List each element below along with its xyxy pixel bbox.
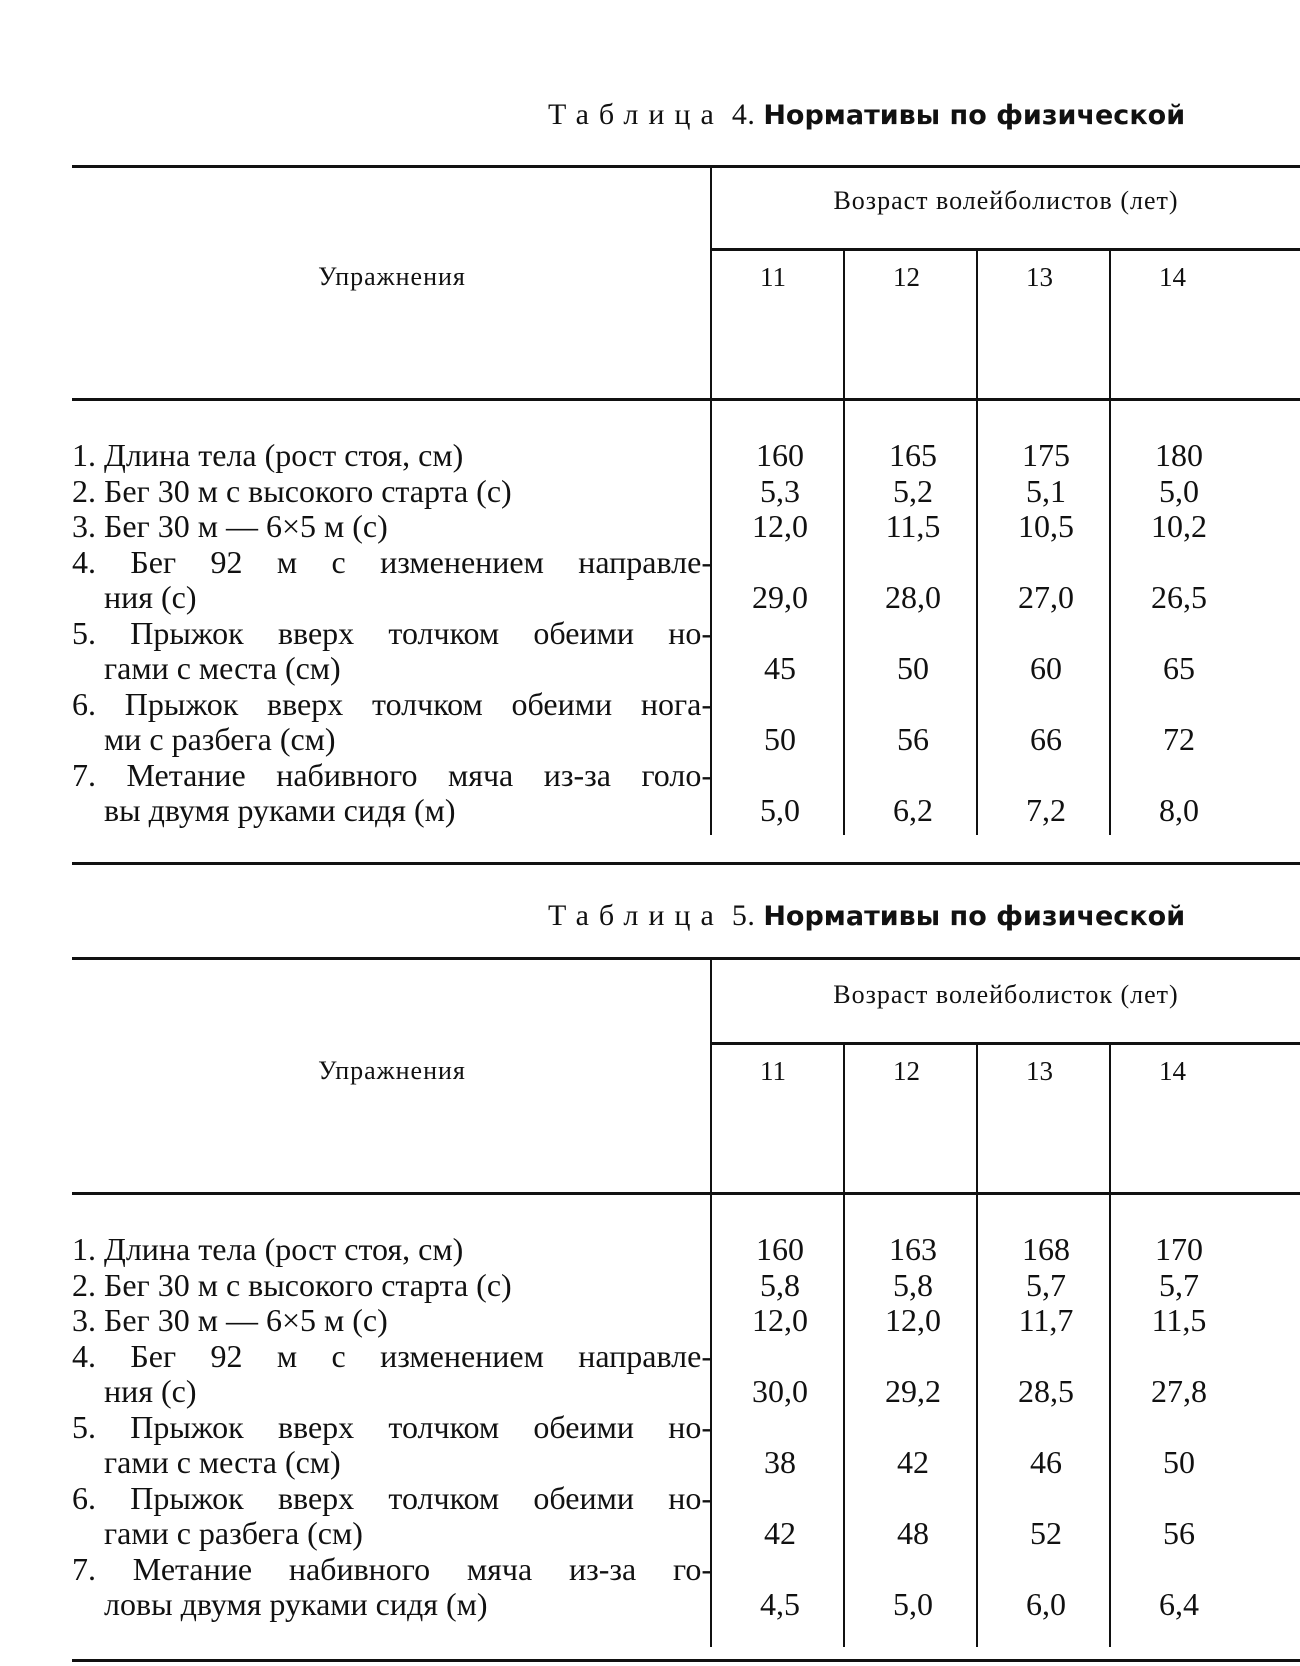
value-cell: 5,8 <box>893 1266 933 1303</box>
age-column-header: 13 <box>1026 262 1053 292</box>
value-cell: 160 <box>756 1231 804 1267</box>
value-cell: 170 <box>1155 1231 1203 1267</box>
column-divider <box>843 250 845 835</box>
value-cell: 52 <box>1030 1515 1062 1551</box>
value-cell: 11,7 <box>1018 1302 1074 1338</box>
caption-label: Таблица <box>548 98 724 131</box>
exercise-line: гами с места (см) <box>104 649 341 686</box>
value-cell: 50 <box>897 650 929 686</box>
value-cell: 5,2 <box>893 472 933 509</box>
table-bottom-rule <box>72 862 1300 865</box>
exercise-name <box>72 1410 712 1480</box>
value-cell: 5,7 <box>1159 1266 1199 1303</box>
exercise-line: 6. Прыжок вверх толчком обеими но- <box>72 1479 712 1516</box>
exercise-name <box>72 509 712 544</box>
exercise-line: ловы двумя руками сидя (м) <box>104 1585 488 1622</box>
exercise-line: ния (с) <box>104 1372 197 1409</box>
age-group-header: Возраст волейболисток (лет) <box>833 980 1179 1009</box>
value-cell: 5,0 <box>1159 472 1199 509</box>
age-group-header: Возраст волейболистов (лет) <box>833 186 1179 215</box>
value-cell: 28,0 <box>885 579 941 615</box>
exercise-name <box>72 474 712 509</box>
table-bottom-rule <box>72 1659 1300 1662</box>
exercise-line: 7. Метание набивного мяча из-за голо- <box>72 756 712 793</box>
value-cell: 11,5 <box>1151 1302 1207 1338</box>
value-cell: 12,0 <box>885 1302 941 1338</box>
value-cell: 56 <box>1163 1515 1195 1551</box>
exercise-line: 5. Прыжок вверх толчком обеими но- <box>72 614 712 651</box>
value-cell: 29,2 <box>885 1373 941 1409</box>
table-top-rule <box>72 957 1300 960</box>
value-cell: 46 <box>1030 1444 1062 1480</box>
value-cell: 27,0 <box>1018 579 1074 615</box>
exercise-line: 4. Бег 92 м с изменением направле- <box>72 543 712 580</box>
exercise-name <box>72 1303 712 1338</box>
exercise-name <box>72 1268 712 1303</box>
value-cell: 165 <box>889 437 937 473</box>
value-cell: 5,3 <box>760 472 800 509</box>
value-cell: 8,0 <box>1159 792 1199 828</box>
column-divider <box>976 1044 978 1647</box>
caption-label: Таблица <box>548 899 724 932</box>
value-cell: 12,0 <box>752 1302 808 1338</box>
value-cell: 160 <box>756 437 804 473</box>
exercise-line: 2. Бег 30 м с высокого старта (с) <box>72 472 512 509</box>
value-cell: 60 <box>1030 650 1062 686</box>
exercise-line: 3. Бег 30 м — 6×5 м (с) <box>72 1302 388 1338</box>
exercise-line: 6. Прыжок вверх толчком обеими нога- <box>72 685 712 722</box>
column-divider <box>1109 1044 1111 1647</box>
caption-number: 4. <box>731 98 756 131</box>
exercise-line: гами с разбега (см) <box>104 1514 363 1551</box>
exercise-column-header: Упражнения <box>318 262 466 291</box>
value-cell: 180 <box>1155 437 1203 473</box>
value-cell: 5,0 <box>893 1586 933 1622</box>
value-cell: 5,7 <box>1026 1266 1066 1303</box>
value-cell: 6,2 <box>893 792 933 828</box>
value-cell: 5,1 <box>1026 472 1066 509</box>
value-cell: 26,5 <box>1151 579 1207 615</box>
value-cell: 42 <box>897 1444 929 1480</box>
table-caption <box>548 899 1300 933</box>
value-cell: 11,5 <box>885 508 941 544</box>
age-header-rule <box>712 248 1300 251</box>
value-cell: 66 <box>1030 721 1062 757</box>
exercise-line: ния (с) <box>104 578 197 615</box>
exercise-name <box>72 616 712 686</box>
exercise-name <box>72 758 712 828</box>
age-column-header: 13 <box>1026 1056 1053 1086</box>
value-cell: 50 <box>1163 1444 1195 1480</box>
value-cell: 5,8 <box>760 1266 800 1303</box>
value-cell: 10,2 <box>1151 508 1207 544</box>
exercise-line: 4. Бег 92 м с изменением направле- <box>72 1337 712 1374</box>
value-cell: 27,8 <box>1151 1373 1207 1409</box>
caption-title: Нормативы по физической <box>763 100 1186 131</box>
exercise-line: гами с места (см) <box>104 1443 341 1480</box>
value-cell: 10,5 <box>1018 508 1074 544</box>
value-cell: 38 <box>764 1444 796 1480</box>
exercise-line: 5. Прыжок вверх толчком обеими но- <box>72 1408 712 1445</box>
header-bottom-rule <box>72 1192 1300 1195</box>
exercise-name <box>72 1339 712 1409</box>
age-column-header: 12 <box>893 262 920 292</box>
table-top-rule <box>72 165 1300 168</box>
exercise-line: 1. Длина тела (рост стоя, см) <box>72 1231 464 1267</box>
age-column-header: 11 <box>760 1056 786 1086</box>
value-cell: 56 <box>897 721 929 757</box>
exercise-name <box>72 1481 712 1551</box>
value-cell: 42 <box>764 1515 796 1551</box>
value-cell: 72 <box>1163 721 1195 757</box>
caption-number: 5. <box>731 899 756 932</box>
exercise-name <box>72 1552 712 1622</box>
age-column-header: 14 <box>1159 262 1186 292</box>
exercise-column-header: Упражнения <box>318 1056 466 1085</box>
value-cell: 65 <box>1163 650 1195 686</box>
value-cell: 45 <box>764 650 796 686</box>
value-cell: 6,0 <box>1026 1586 1066 1622</box>
exercise-line: 7. Метание набивного мяча из-за го- <box>72 1550 712 1587</box>
column-divider <box>976 250 978 835</box>
value-cell: 175 <box>1022 437 1070 473</box>
table-caption <box>548 98 1300 132</box>
exercise-name <box>72 1232 712 1267</box>
value-cell: 7,2 <box>1026 792 1066 828</box>
value-cell: 168 <box>1022 1231 1070 1267</box>
value-cell: 28,5 <box>1018 1373 1074 1409</box>
value-cell: 50 <box>764 721 796 757</box>
column-divider <box>1109 250 1111 835</box>
value-cell: 163 <box>889 1231 937 1267</box>
age-header-rule <box>712 1042 1300 1045</box>
caption-title: Нормативы по физической <box>763 901 1186 932</box>
value-cell: 30,0 <box>752 1373 808 1409</box>
age-column-header: 12 <box>893 1056 920 1086</box>
value-cell: 4,5 <box>760 1586 800 1622</box>
value-cell: 12,0 <box>752 508 808 544</box>
age-column-header: 14 <box>1159 1056 1186 1086</box>
value-cell: 6,4 <box>1159 1586 1199 1622</box>
exercise-name <box>72 545 712 615</box>
header-bottom-rule <box>72 398 1300 401</box>
exercise-line: 1. Длина тела (рост стоя, см) <box>72 437 464 473</box>
value-cell: 5,0 <box>760 792 800 828</box>
exercise-name <box>72 687 712 757</box>
age-column-header: 11 <box>760 262 786 292</box>
exercise-line: 2. Бег 30 м с высокого старта (с) <box>72 1266 512 1303</box>
column-divider <box>843 1044 845 1647</box>
exercise-line: вы двумя руками сидя (м) <box>104 791 456 828</box>
exercise-line: 3. Бег 30 м — 6×5 м (с) <box>72 508 388 544</box>
exercise-line: ми с разбега (см) <box>104 720 336 757</box>
value-cell: 48 <box>897 1515 929 1551</box>
value-cell: 29,0 <box>752 579 808 615</box>
exercise-name <box>72 438 712 473</box>
